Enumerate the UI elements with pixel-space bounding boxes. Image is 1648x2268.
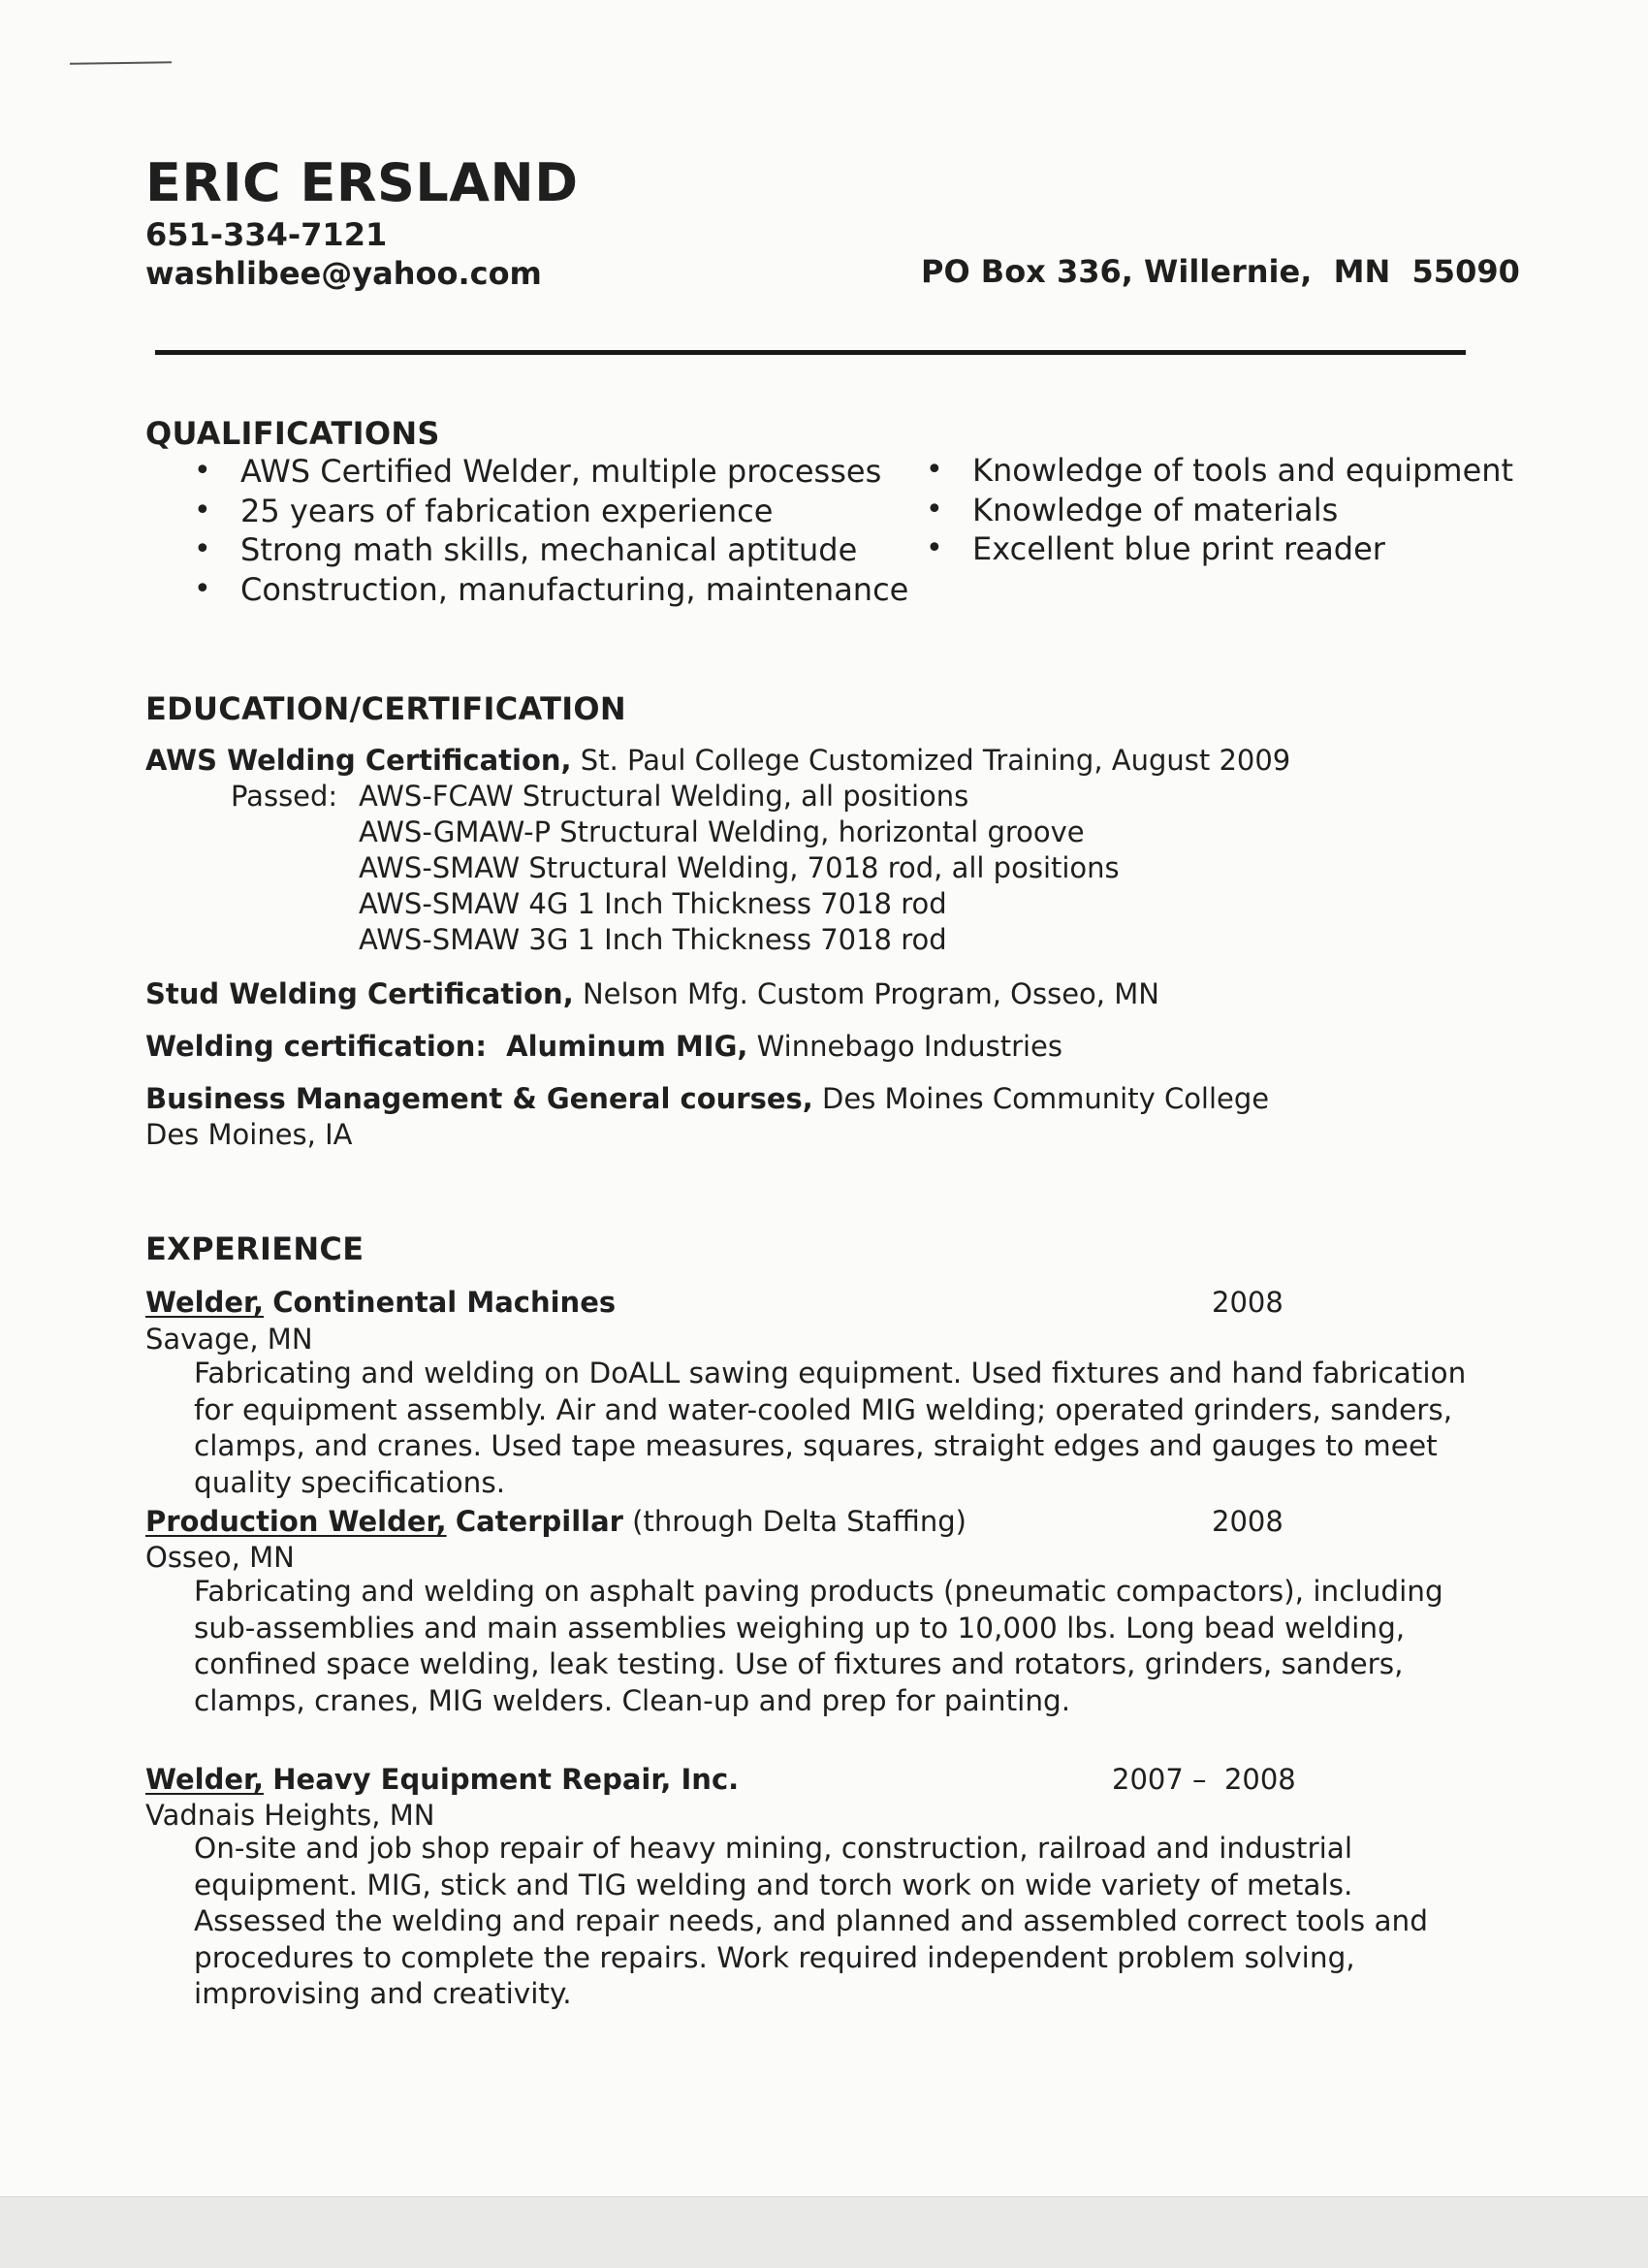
passed-item: AWS-SMAW 4G 1 Inch Thickness 7018 rod [359,887,947,920]
business-courses [145,1081,1269,1116]
mailing-address: PO Box 336, Willernie, MN 55090 [921,253,1520,290]
business-courses-location: Des Moines, IA [145,1118,353,1151]
list-item: • Construction, manufacturing, maintenance [194,570,908,610]
passed-item: AWS-GMAW-P Structural Welding, horizontal groove [359,815,1085,848]
phone-number: 651-334-7121 [145,216,388,253]
list-item: • Strong math skills, mechanical aptitude [194,530,908,570]
passed-item: AWS-SMAW Structural Welding, 7018 rod, all positions [359,851,1120,884]
education-heading: EDUCATION/CERTIFICATION [145,690,627,727]
aws-certification-detail: St. Paul College Customized Training, August 2009 [580,744,1291,777]
business-courses-detail: Des Moines Community College [822,1082,1270,1115]
job-description: On-site and job shop repair of heavy mining, construction, railroad and industrial equipment. MIG, stick and TIG welding and torch work on wide variety of metals. Assessed the welding and repair needs, and planned and assembled correct tools and procedures to complete the repairs. Work required independent problem solving, improvising and creativity. [194,1832,1428,2010]
aws-certification-title: AWS Welding Certification, [145,744,572,777]
qualifications-heading: QUALIFICATIONS [145,415,440,452]
aluminum-mig-detail: Winnebago Industries [756,1030,1062,1063]
passed-item: AWS-SMAW 3G 1 Inch Thickness 7018 rod [359,923,947,956]
stud-welding-title: Stud Welding Certification, [145,977,574,1010]
email-address: washlibee@yahoo.com [145,255,542,292]
job-description: Fabricating and welding on asphalt paving products (pneumatic compactors), including sub-assemblies and main assemblies weighing up to 10,000 lbs. Long bead welding, confined space welding, leak testing. Use of fixtures and rotators, grinders, sanders, clamps, cranes, MIG welders. Clean-up and prep for painting. [194,1575,1443,1717]
job-year: 2008 [1212,1505,1284,1538]
job-location: Savage, MN [145,1323,313,1356]
job-location: Osseo, MN [145,1541,295,1574]
passed-label: Passed: [231,780,338,813]
list-item: • Knowledge of materials [926,491,1513,530]
list-item: • AWS Certified Welder, multiple processes [194,452,908,492]
job-location: Vadnais Heights, MN [145,1799,435,1832]
list-item: • Knowledge of tools and equipment [926,451,1513,491]
job-description: Fabricating and welding on DoALL sawing equipment. Used fixtures and hand fabrication for equipment assembly. Air and water-cooled MIG welding; operated grinders, sanders, clamps, and cranes. Used tape measures, squares, straight edges and gauges to meet quality specifications. [194,1357,1467,1499]
job-year: 2008 [1212,1286,1284,1319]
list-item: • 25 years of fabrication experience [194,492,908,531]
qualifications-list-right [926,451,1513,569]
stud-welding-certification [145,976,1159,1011]
aluminum-mig-title: Welding certification: Aluminum MIG, [145,1030,748,1063]
aluminum-mig-certification [145,1029,1062,1064]
pen-mark [70,61,172,64]
job-title-line [145,1762,739,1797]
qualifications-list-left [194,452,908,609]
business-courses-title: Business Management & General courses, [145,1082,813,1115]
job-company: Continental Machines [272,1286,617,1319]
list-item: • Excellent blue print reader [926,529,1513,569]
job-title-line [145,1285,616,1320]
aws-certification [145,743,1290,778]
scan-bottom-edge [0,2196,1648,2268]
job-role: Welder, [145,1763,265,1796]
job-title-line [145,1504,967,1539]
job-note: (through Delta Staffing) [632,1505,967,1538]
stud-welding-detail: Nelson Mfg. Custom Program, Osseo, MN [582,977,1159,1010]
job-company: Caterpillar [455,1505,623,1538]
job-company: Heavy Equipment Repair, Inc. [272,1763,740,1796]
experience-heading: EXPERIENCE [145,1230,364,1267]
job-year: 2007 – 2008 [1112,1763,1296,1796]
applicant-name: ERIC ERSLAND [145,152,579,213]
job-role: Welder, [145,1286,265,1319]
job-role: Production Welder, [145,1505,447,1538]
passed-item: AWS-FCAW Structural Welding, all positions [359,780,969,813]
header-divider [155,350,1466,355]
